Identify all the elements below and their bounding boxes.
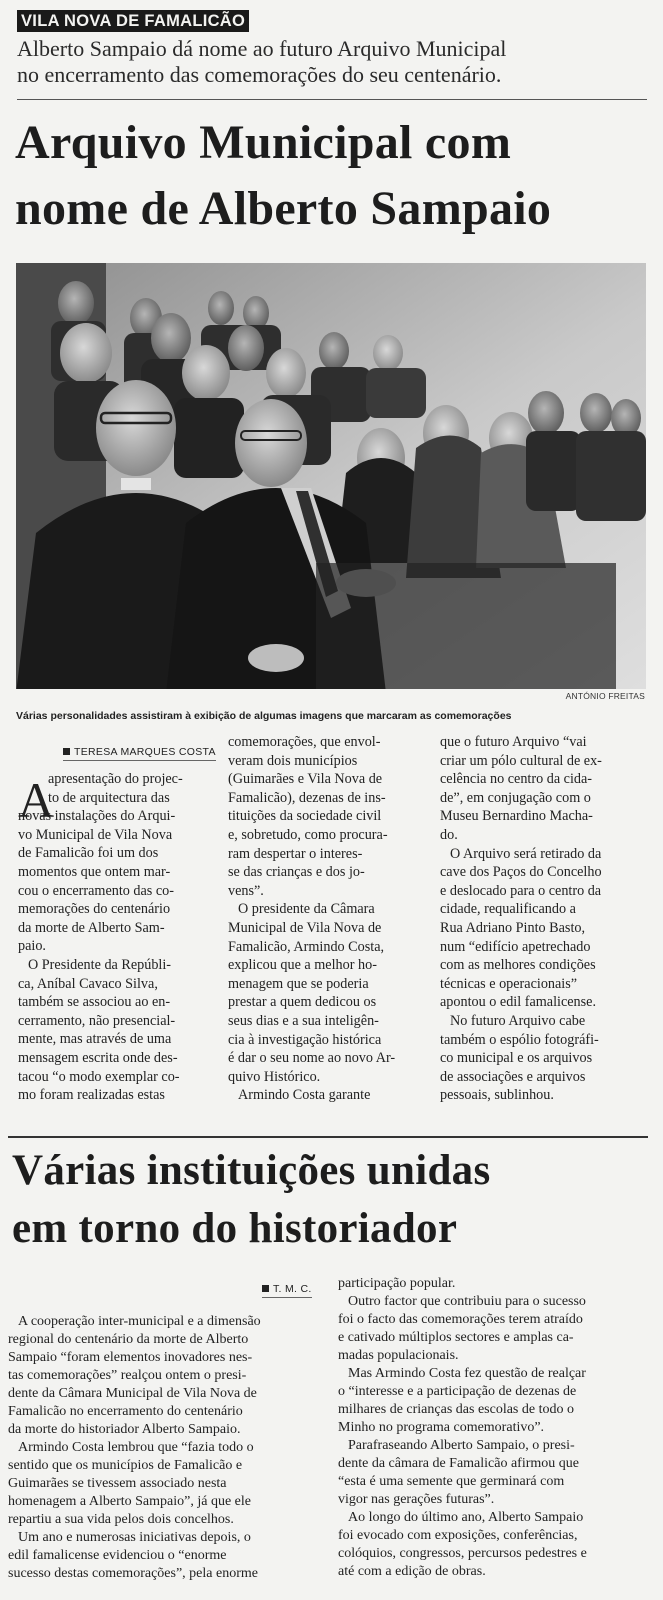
text-line: Um ano e numerosas iniciativas depois, o (18, 1530, 251, 1545)
byline-text: T. M. C. (273, 1283, 312, 1295)
text-line: repartiu a sua vida pelos dois concelhos. (8, 1512, 234, 1527)
text-line: quivo Histórico. (228, 1068, 321, 1085)
text-line: homenagem a Alberto Sampaio”, já que ele (8, 1494, 251, 1509)
kicker (17, 36, 647, 88)
text-line: Ao longo do último ano, Alberto Sampaio (348, 1510, 584, 1525)
text-line: de Famalicão foi um dos (18, 845, 159, 862)
text-line: colóquios, congressos, percursos pedestres e (338, 1546, 587, 1561)
text-line: sucesso destas comemorações”, pela enorme (8, 1566, 258, 1581)
article1-headline (15, 110, 655, 242)
text-line: e deslocado para o centro da (440, 882, 602, 899)
audience-photo (16, 263, 646, 689)
text-line: ca, Aníbal Cavaco Silva, (18, 975, 158, 992)
text-line: também se associou ao en- (18, 994, 171, 1011)
text-line: comemorações, que envol- (228, 734, 381, 750)
article1-column-3 (440, 733, 645, 1105)
article2-top-rule (8, 1136, 648, 1138)
text-line: menagem que se poderia (228, 975, 369, 992)
text-line: sentido que os municípios de Famalicão e (8, 1458, 243, 1473)
text-line: mo foram realizadas estas (18, 1087, 165, 1104)
text-line: Famalicão), dezenas de ins- (228, 789, 386, 806)
text-line: co municipal e os arquivos (440, 1050, 593, 1067)
text-line: dente da Câmara Municipal de Vila Nova de (8, 1386, 257, 1401)
text-line: criar um pólo cultural de ex- (440, 752, 602, 769)
text-line: Minho no programa comemorativo”. (338, 1420, 545, 1435)
headline-line: Várias instituições unidas (12, 1147, 491, 1194)
article2-byline (262, 1283, 312, 1298)
headline-line: nome de Alberto Sampaio (15, 182, 552, 235)
text-line: to de arquitectura das (48, 789, 170, 806)
text-line: mente, mas através de uma (18, 1031, 172, 1048)
dropcap: A (18, 772, 55, 828)
text-line: novas instalações do Arqui- (18, 808, 176, 825)
text-line: seus dias e a sua inteligên- (228, 1012, 379, 1029)
text-line: apontou o edil famalicense. (440, 994, 597, 1011)
photo-credit: ANTÓNIO FREITAS (565, 691, 645, 701)
text-line: Municipal de Vila Nova de (228, 919, 382, 936)
text-line: cave dos Paços do Concelho (440, 864, 602, 881)
text-line: tas comemorações” realçou ontem o presi- (8, 1368, 247, 1383)
text-line: Rua Adriano Pinto Basto, (440, 919, 586, 936)
text-line: de associações e arquivos (440, 1068, 586, 1085)
text-line: pessoais, sublinhou. (440, 1087, 554, 1104)
text-line: vigor nas gerações futuras”. (338, 1492, 495, 1507)
text-line: veram dois municípios (228, 752, 358, 769)
text-line: participação popular. (338, 1276, 456, 1291)
text-line: da morte de Alberto Sam- (18, 919, 165, 936)
text-line: O Presidente da Repúbli- (28, 956, 172, 973)
byline-square-icon (262, 1285, 269, 1292)
text-line: A cooperação inter-municipal e a dimensão (18, 1314, 261, 1329)
text-line: No futuro Arquivo cabe (450, 1012, 586, 1029)
header-rule (17, 99, 647, 100)
text-line: cou o encerramento das co- (18, 882, 174, 899)
text-line: momentos que ontem mar- (18, 863, 171, 880)
text-line: vens”. (228, 882, 264, 899)
byline-square-icon (63, 748, 70, 755)
text-line: Armindo Costa garante (238, 1087, 371, 1104)
headline-line: Arquivo Municipal com (15, 116, 512, 169)
text-line: com as melhores condições (440, 957, 596, 974)
text-line: paio. (18, 938, 46, 955)
photo-caption: Várias personalidades assistiram à exibição de algumas imagens que marcaram as comemorações (16, 710, 512, 722)
text-line: mensagem escrita onde des- (18, 1049, 178, 1066)
text-line: Famalicão no encerramento do centenário (8, 1404, 243, 1419)
article2-headline (12, 1142, 652, 1258)
article1-column-2 (228, 733, 426, 1105)
text-line: Mas Armindo Costa fez questão de realçar (348, 1366, 586, 1381)
text-line: até com a edição de obras. (338, 1564, 486, 1579)
text-line: memorações do centenário (18, 901, 171, 918)
text-line: o “interesse e a participação de dezenas de (338, 1384, 577, 1399)
text-line: milhares de crianças das escolas de todo o (338, 1402, 574, 1417)
text-line: O presidente da Câmara (238, 901, 375, 918)
text-line: prestar a quem dedicou os (228, 994, 377, 1011)
text-line: e, sobretudo, como procura- (228, 826, 388, 843)
kicker-line: no encerramento das comemorações do seu centenário. (17, 62, 502, 87)
text-line: celência no centro da cida- (440, 771, 593, 788)
text-line: Armindo Costa lembrou que “fazia todo o (18, 1440, 254, 1455)
section-tag: VILA NOVA DE FAMALICÃO (17, 10, 249, 32)
text-line: e cativado múltiplos sectores e amplas ca- (338, 1330, 574, 1345)
text-line: tacou “o modo exemplar co- (18, 1068, 180, 1085)
text-line: cerramento, não presencial- (18, 1012, 176, 1029)
text-line: tituições da sociedade civil (228, 808, 382, 825)
headline-line: em torno do historiador (12, 1205, 458, 1252)
text-line: também o espólio fotográfi- (440, 1031, 599, 1048)
article2-column-1 (8, 1313, 324, 1583)
text-line: Museu Bernardino Macha- (440, 808, 593, 825)
text-line: num “edifício apetrechado (440, 938, 591, 955)
text-line: regional do centenário da morte de Alberto (8, 1332, 249, 1347)
text-line: Parafraseando Alberto Sampaio, o presi- (348, 1438, 575, 1453)
text-line: Sampaio “foram elementos inovadores nes- (8, 1350, 253, 1365)
text-line: O Arquivo será retirado da (450, 845, 602, 862)
text-line: (Guimarães e Vila Nova de (228, 771, 383, 788)
text-line: edil famalicense evidenciou o “enorme (8, 1548, 227, 1563)
text-line: do. (440, 826, 458, 843)
byline-text: TERESA MARQUES COSTA (74, 746, 216, 758)
text-line: ram despertar o interes- (228, 845, 363, 862)
article1-byline (63, 746, 216, 761)
text-line: cidade, requalificando a (440, 901, 576, 918)
text-line: Outro factor que contribuiu para o sucesso (348, 1294, 586, 1309)
text-line: foi o facto das comemorações terem atraído (338, 1312, 583, 1327)
text-line: de”, em conjugação com o (440, 789, 591, 806)
text-line: madas populacionais. (338, 1348, 459, 1363)
article2-column-2 (338, 1275, 656, 1581)
text-line: “esta é uma semente que germinará com (338, 1474, 565, 1489)
text-line: é dar o seu nome ao novo Ar- (228, 1050, 396, 1067)
text-line: dente da câmara de Famalicão afirmou que (338, 1456, 579, 1471)
text-line: Famalicão, Armindo Costa, (228, 938, 385, 955)
text-line: Guimarães se tivessem associado nesta (8, 1476, 227, 1491)
text-line: cia à investigação histórica (228, 1031, 382, 1048)
text-line: que o futuro Arquivo “vai (440, 734, 587, 750)
text-line: vo Municipal de Vila Nova (18, 826, 173, 843)
text-line: técnicas e operacionais” (440, 975, 578, 992)
text-line: foi evocado com exposições, conferências, (338, 1528, 578, 1543)
text-line: apresentação do projec- (48, 771, 183, 787)
text-line: explicou que a melhor ho- (228, 957, 377, 974)
text-line: se das crianças e dos jo- (228, 864, 365, 881)
text-line: da morte do historiador Alberto Sampaio. (8, 1422, 241, 1437)
article1-column-1 (18, 770, 214, 1105)
kicker-line: Alberto Sampaio dá nome ao futuro Arquivo Municipal (17, 36, 507, 61)
